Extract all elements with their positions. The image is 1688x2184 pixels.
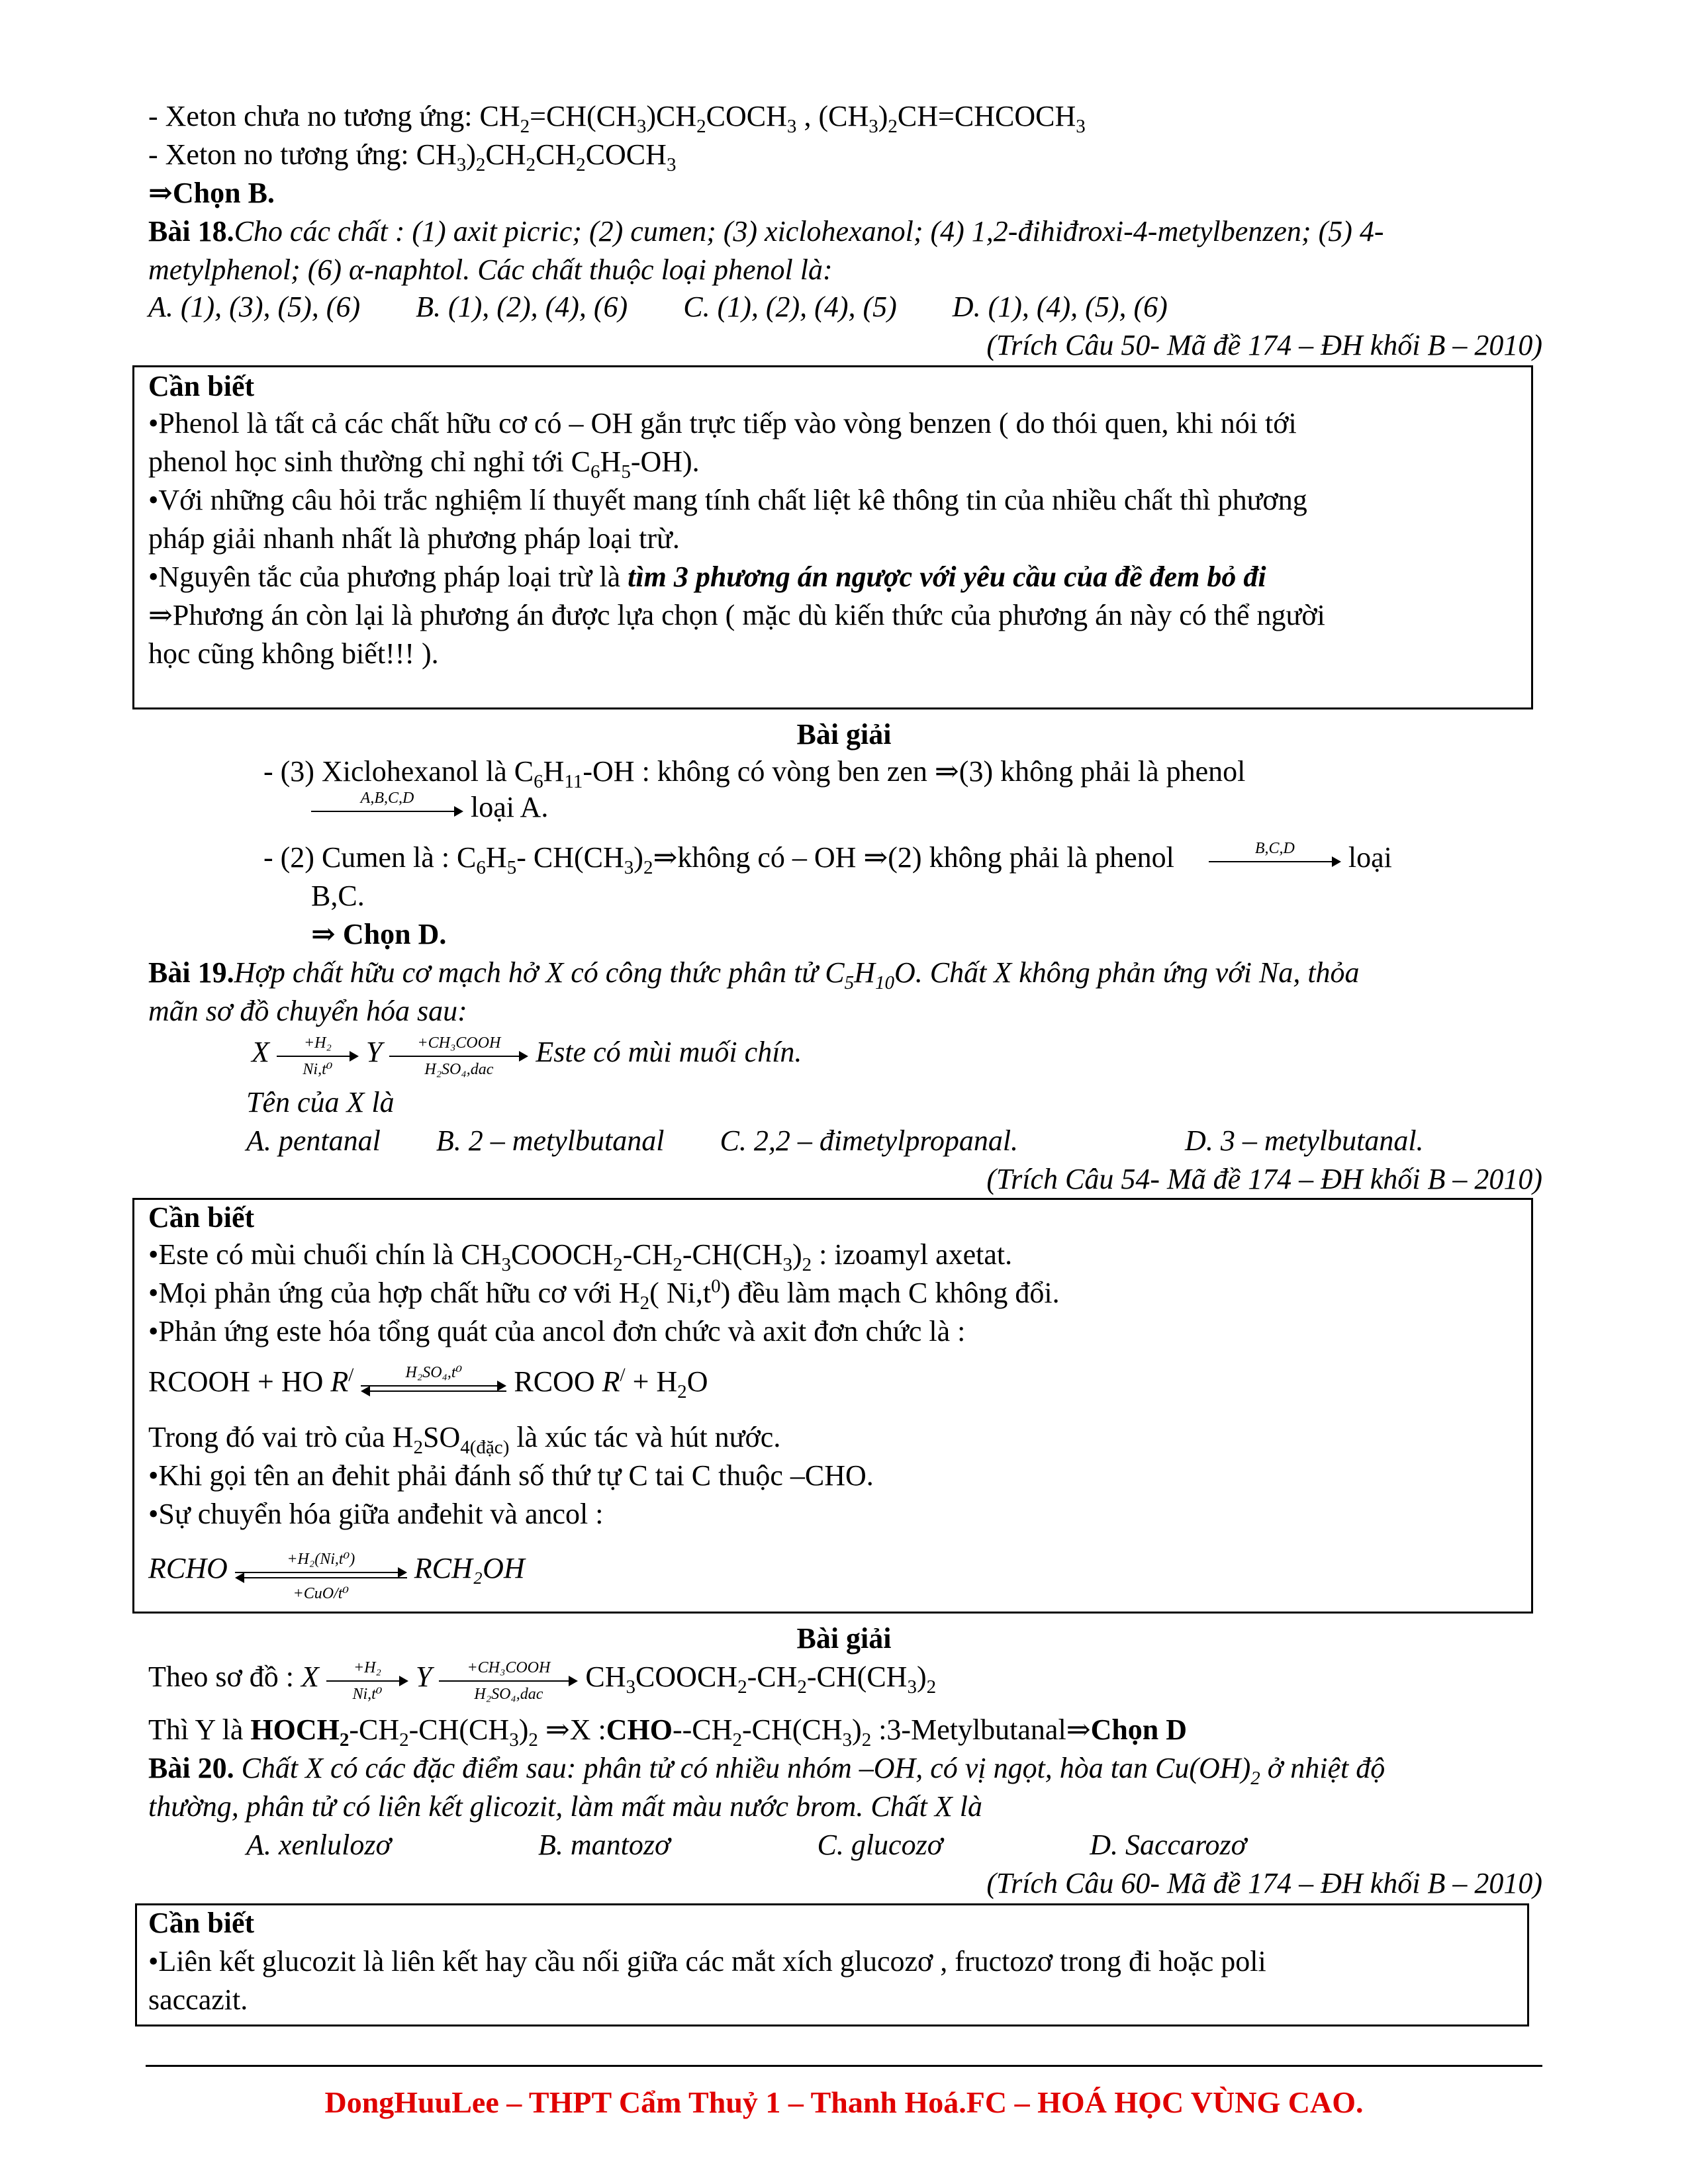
bai19-solution-1: Theo sơ đồ : X $\frac{\text{+H₂}}{\text{Ni,t⁰}}$ Y +CH₃COOH H₂SO₄,dac $CH_3COOCH_2-CH_2-CH(CH_3)_2$ [148, 1659, 937, 1703]
bai18-solution-2a: - (2) Cumen là : $C_6H_5-$ $CH(CH_3)_2\Rightarrow không$ có – OH ⇒(2) không phải là phenol B,C,D loại [263, 839, 1392, 878]
footer-divider [146, 2065, 1542, 2067]
bai20-question-line2: thường, phân tử có liên kết glicozit, làm mất màu nước brom. Chất X là [148, 1790, 982, 1823]
bai19-question-line1: Bài 19.Hợp chất hữu cơ mạch hở X có công thức phân tử $C_5H_{10}O$. Chất X không phản ứng với Na, thỏa [148, 956, 1360, 993]
bai18-question-line2: metylphenol; (6) α-naphtol. Các chất thuộc loại phenol là: [148, 253, 833, 286]
bai19-cb5: •Khi gọi tên an đehit phải đánh số thứ tự C tai C thuộc –CHO. [148, 1459, 874, 1492]
right-arrow-icon: +CH₃COOH H₂SO₄,dac [389, 1038, 528, 1071]
bai19-baigiai-title: Bài giải [796, 1622, 892, 1655]
bai19-cb2: •Mọi phản ứng của hợp chất hữu cơ với $H_2$( $Ni,t^0$) đều làm mạch C không đổi. [148, 1275, 1060, 1314]
bai18-option-d: D. (1), (4), (5), (6) [952, 291, 1168, 323]
bai18-option-a: A. (1), (3), (5), (6) [148, 291, 361, 323]
bai19-option-a: A. pentanal [246, 1124, 381, 1157]
bai18-options [148, 291, 1168, 323]
bai20-option-c: C. glucozơ [817, 1829, 943, 1861]
bai18-cb1a: •Phenol là tất cả các chất hữu cơ có – OH gắn trực tiếp vào vòng benzen ( do thói quen, khi nói tới [148, 407, 1297, 439]
bai19-source: (Trích Câu 54- Mã đề 174 – ĐH khối B – 2010) [986, 1163, 1542, 1195]
bai19-cb3: •Phản ứng este hóa tổng quát của ancol đơn chức và axit đơn chức là : [148, 1315, 966, 1347]
equilibrium-arrow-icon: +H₂(Ni,t⁰) +CuO/t⁰ [235, 1555, 407, 1588]
bai19-cb6: •Sự chuyển hóa giữa anđehit và ancol : [148, 1498, 604, 1530]
bai18-option-b: B. (1), (2), (4), (6) [416, 291, 628, 323]
equilibrium-arrow-icon: H₂SO₄,t⁰ [361, 1368, 506, 1401]
ketone-unsaturated-line: - Xeton chưa no tương ứng: $CH_2=CH(CH_3)CH_2COCH_3$ , $(CH_3)_2CH=CHCOCH_3$ [148, 100, 1086, 137]
right-arrow-icon: B,C,D [1209, 844, 1341, 877]
bai18-solution-1b: A,B,C,D loại A. [311, 792, 548, 827]
bai20-canbiet-title: Cần biết [148, 1907, 255, 1939]
bai19-options [246, 1125, 1424, 1157]
bai18-cb2a: •Với những câu hỏi trắc nghiệm lí thuyết mang tính chất liệt kê thông tin của nhiều chất thì phương [148, 484, 1307, 516]
bai19-cb1: •Este có mùi chuối chín là $CH_3COOCH_2-CH_2-CH(CH_3)_2$ : izoamyl axetat. [148, 1238, 1013, 1275]
right-arrow-icon: $\frac{\text{+H₂}}{\text{Ni,t⁰}}$ [277, 1038, 359, 1071]
bai20-question-line1: Bài 20. Chất X có các đặc điểm sau: phân tử có nhiều nhóm –OH, có vị ngọt, hòa $\tan Cu(OH)_2$ ở nhiệt độ [148, 1752, 1385, 1789]
right-arrow-icon: +CH₃COOH H₂SO₄,dac [439, 1663, 578, 1696]
bai19-esterification-equation: RCOOH + HO R/ H₂SO₄,t⁰ RCOO $R^/ + H_2O$ [148, 1363, 708, 1402]
bai19-option-c: C. 2,2 – đimetylpropanal. [720, 1124, 1019, 1157]
bai19-aldehyde-alcohol-conversion: RCHO +H₂(Ni,t⁰) +CuO/t⁰ RCH₂OH [148, 1550, 525, 1602]
bai19-solution-2: Thì Y là $HOCH_2-CH_2-CH(CH_3)_2$ ⇒X $:CHO--CH_2-CH(CH_3)_2$ :3-Metylbutanal⇒Chọn D [148, 1713, 1188, 1751]
right-arrow-icon: $\frac{\text{+H₂}}{\text{Ni,t⁰}}$ [326, 1663, 408, 1696]
bai18-baigiai-title: Bài giải [796, 718, 892, 751]
page-footer: DongHuuLee – THPT Cẩm Thuỷ 1 – Thanh Hoá.FC – HOÁ HỌC VÙNG CAO. [324, 2085, 1364, 2119]
bai20-option-b: B. mantozơ [538, 1829, 671, 1861]
bai18-cb2b: pháp giải nhanh nhất là phương pháp loại trừ. [148, 522, 680, 555]
bai20-cb1b: saccazit. [148, 1983, 248, 2016]
bai18-answer: ⇒ Chọn D. [311, 918, 447, 950]
bai19-cb4: Trong đó vai trò của $H_2SO_{4(đặc)}$ là xúc tác và hút nước. [148, 1421, 781, 1458]
bai20-option-a: A. xenlulozơ [246, 1829, 391, 1861]
bai19-question-line2: mãn sơ đồ chuyển hóa sau: [148, 995, 467, 1027]
bai19-question-line3: Tên của X là [246, 1086, 395, 1118]
bai18-solution-2b: B,C. [311, 880, 365, 912]
bai18-option-c: C. (1), (2), (4), (5) [683, 291, 897, 323]
bai20-cb1a: •Liên kết glucozit là liên kết hay cầu nối giữa các mắt xích glucozơ , fructozơ trong đi hoặc poli [148, 1945, 1266, 1978]
bai18-question-line1: Bài 18.Cho các chất : (1) axit picric; (2) cumen; (3) xiclohexanol; (4) 1,2-đihiđroxi-4-metylbenzen; (5) 4- [148, 215, 1384, 248]
bai18-cb3a: •Nguyên tắc của phương pháp loại trừ là tìm 3 phương án ngược với yêu cầu của đề đem bỏ đi [148, 561, 1266, 593]
bai19-scheme: X $\frac{\text{+H₂}}{\text{Ni,t⁰}}$ Y +CH₃COOH H₂SO₄,dac Este có mùi muối chín. [252, 1034, 802, 1078]
bai18-cb3c: học cũng không biết!!! ). [148, 637, 439, 670]
ketone-saturated-line: - Xeton no tương ứng: $CH_3)_2CH_2CH_2COCH_3$ [148, 138, 677, 175]
bai18-source: (Trích Câu 50- Mã đề 174 – ĐH khối B – 2010) [986, 329, 1542, 361]
bai20-options [246, 1829, 1246, 1861]
bai19-option-b: B. 2 – metylbutanal [436, 1124, 665, 1157]
right-arrow-icon: A,B,C,D [311, 794, 463, 827]
bai20-source: (Trích Câu 60- Mã đề 174 – ĐH khối B – 2010) [986, 1867, 1542, 1899]
bai18-solution-1a: - (3) Xiclohexanol là $C_6H_{11}-OH$ : không có vòng ben zen ⇒(3) không phải là phenol [263, 755, 1246, 792]
answer-b-line: ⇒Chọn B. [148, 177, 275, 209]
bai20-option-d: D. Saccarozơ [1090, 1829, 1247, 1861]
bai18-cb3b: ⇒Phương án còn lại là phương án được lựa chọn ( mặc dù kiến thức của phương án này có thể người [148, 599, 1325, 631]
bai19-option-d: D. 3 – metylbutanal. [1185, 1124, 1424, 1157]
bai18-canbiet-title: Cần biết [148, 370, 255, 402]
bai19-canbiet-title: Cần biết [148, 1201, 255, 1234]
bai18-cb1b: phenol học sinh thường chỉ nghỉ tới $C_6H_5-OH$). [148, 445, 700, 482]
